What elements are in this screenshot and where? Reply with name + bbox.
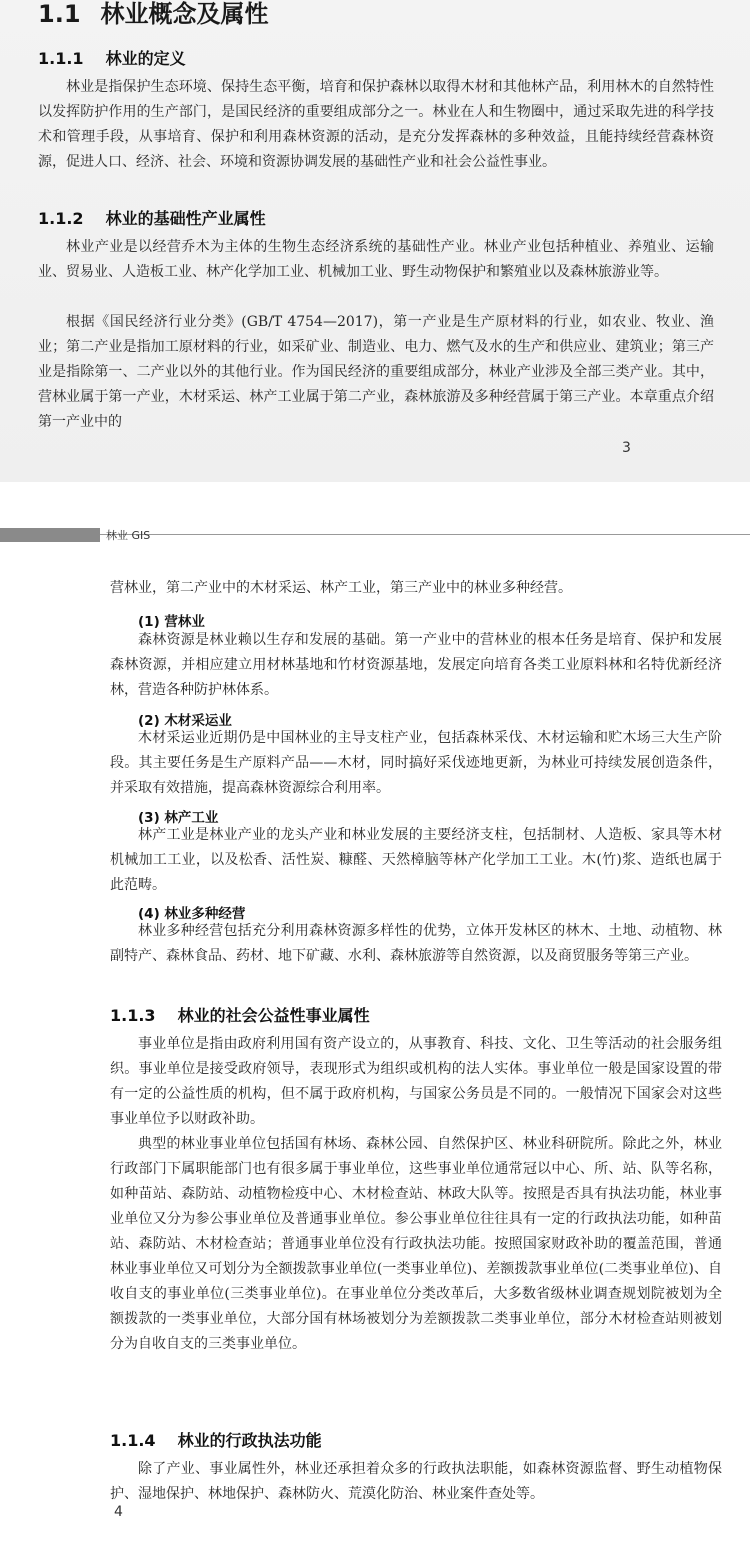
subsection-1-1-3-heading	[110, 1003, 370, 1026]
subsection-title: 林业的定义	[105, 49, 186, 68]
running-head: 林业 GIS	[106, 529, 151, 542]
running-head-bar	[0, 528, 100, 542]
paragraph-public-institution-definition: 事业单位是指由政府利用国有资产设立的，从事教育、科技、文化、卫生等活动的社会服务组织。事业单位是接受政府领导，表现形式为组织或机构的法人实体。事业单位一般是国家设置的带有一定的公益性质的机构，但不属于政府机构，与国家公务员是不同的。一般情况下国家会对这些事业单位予以财政补助。	[110, 1036, 722, 1127]
item-3-paragraph: 林产工业是林业产业的龙头产业和林业发展的主要经济支柱，包括制材、人造板、家具等木材机械加工工业，以及松香、活性炭、糠醛、天然樟脑等林产化学加工工业。木(竹)浆、造纸也属于此范畴。	[110, 827, 722, 893]
page-number: 3	[622, 440, 631, 456]
section-number: 1.1	[38, 0, 81, 28]
subsection-number: 1.1.3	[110, 1006, 156, 1025]
subsection-title: 林业的行政执法功能	[177, 1431, 322, 1450]
paragraph-forestry-definition: 林业是指保护生态环境、保持生态平衡，培育和保护森林以取得木材和其他林产品，利用林木的自然特性以发挥防护作用的生产部门，是国民经济的重要组成部分之一。林业在人和生物圈中，通过采取先进的科学技术和管理手段，从事培育、保护和利用森林资源的活动，是充分发挥森林的多种效益，且能持续经营森林资源，促进人口、经济、社会、环境和资源协调发展的基础性产业和社会公益性事业。	[38, 79, 714, 170]
section-title-text: 林业概念及属性	[100, 0, 269, 28]
item-2-heading: (2) 木材采运业	[138, 713, 232, 729]
item-3-heading: (3) 林产工业	[138, 810, 219, 826]
page-3	[0, 0, 750, 482]
item-1-heading: (1) 营林业	[138, 614, 205, 630]
page-4	[0, 482, 750, 1546]
subsection-number: 1.1.4	[110, 1431, 156, 1450]
subsection-number: 1.1.2	[38, 209, 84, 228]
paragraph-law-enforcement: 除了产业、事业属性外，林业还承担着众多的行政执法职能，如森林资源监督、野生动植物保护、湿地保护、林地保护、森林防火、荒漠化防治、林业案件查处等。	[110, 1461, 722, 1502]
paragraph-industry-scope: 林业产业是以经营乔木为主体的生物生态经济系统的基础性产业。林业产业包括种植业、养殖业、运输业、贸易业、人造板工业、林产化学加工业、机械加工业、野生动物保护和繁殖业以及森林旅游业等。	[38, 239, 714, 280]
item-2-paragraph: 木材采运业近期仍是中国林业的主导支柱产业，包括森林采伐、木材运输和贮木场三大生产阶段。其主要任务是生产原料产品——木材，同时搞好采伐迹地更新，为林业可持续发展创造条件，并采取有效措施，提高森林资源综合利用率。	[110, 730, 722, 796]
paragraph-forestry-institutions: 典型的林业事业单位包括国有林场、森林公园、自然保护区、林业科研院所。除此之外，林业行政部门下属职能部门也有很多属于事业单位，这些事业单位通常冠以中心、所、站、队等名称，如种苗站、森防站、动植物检疫中心、木材检查站、林政大队等。按照是否具有执法功能，林业事业单位又分为参公事业单位及普通事业单位。参公事业单位往往具有一定的行政执法功能，如种苗站、森防站、木材检查站；普通事业单位没有行政执法功能。按照国家财政补助的覆盖范围，普通林业事业单位又可划分为全额拨款事业单位(一类事业单位)、差额拨款事业单位(二类事业单位)、自收自支的事业单位(三类事业单位)。在事业单位分类改革后，大多数省级林业调查规划院被划为全额拨款的一类事业单位，大部分国有林场被划分为差额拨款二类事业单位，部分木材检查站则被划分为自收自支的三类事业单位。	[110, 1136, 722, 1352]
paragraph-continuation: 营林业，第二产业中的木材采运、林产工业，第三产业中的林业多种经营。	[110, 580, 572, 596]
item-1-paragraph: 森林资源是林业赖以生存和发展的基础。第一产业中的营林业的根本任务是培育、保护和发展森林资源，并相应建立用材林基地和竹材资源基地，发展定向培育各类工业原料林和名特优新经济林，营造各种防护林体系。	[110, 632, 722, 698]
item-4-paragraph: 林业多种经营包括充分利用森林资源多样性的优势，立体开发林区的林木、土地、动植物、林副特产、森林食品、药材、地下矿藏、水利、森林旅游等自然资源，以及商贸服务等第三产业。	[110, 923, 722, 964]
section-title	[38, 0, 269, 29]
running-head-rule	[100, 534, 750, 535]
subsection-1-1-1-heading	[38, 46, 186, 69]
subsection-1-1-2-heading	[38, 206, 266, 229]
subsection-1-1-4-heading	[110, 1428, 322, 1451]
page-number: 4	[114, 1504, 123, 1520]
subsection-title: 林业的社会公益性事业属性	[177, 1006, 370, 1025]
paragraph-industry-classification: 根据《国民经济行业分类》(GB/T 4754—2017)，第一产业是生产原材料的行业，如农业、牧业、渔业；第二产业是指加工原材料的行业，如采矿业、制造业、电力、燃气及水的生产和供应业、建筑业；第三产业是指除第一、二产业以外的其他行业。作为国民经济的重要组成部分，林业产业涉及全部三类产业。其中，营林业属于第一产业，木材采运、林产工业属于第二产业，森林旅游及多种经营属于第三产业。本章重点介绍第一产业中的	[38, 314, 714, 430]
item-4-heading: (4) 林业多种经营	[138, 906, 246, 922]
subsection-title: 林业的基础性产业属性	[105, 209, 266, 228]
subsection-number: 1.1.1	[38, 49, 84, 68]
